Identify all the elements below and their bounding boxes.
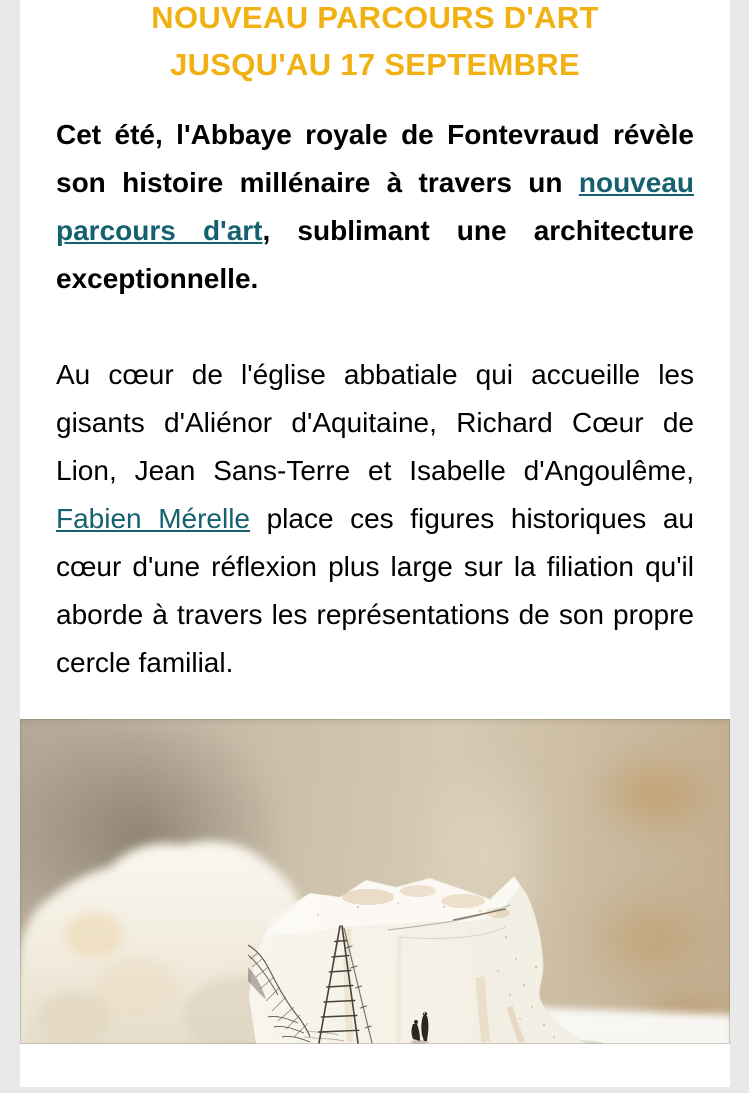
body-text-before: Au cœur de l'église abbatiale qui accueille les gisants d'Aliénor d'Aquitaine, Richard Cœur de Lion, Jean Sans-Terre et Isabelle d'Angoulême,: [56, 359, 694, 486]
artwork-photo: [20, 719, 730, 1044]
photo-edge-vignette: [20, 719, 730, 1044]
newsletter-card: [20, 0, 730, 1087]
headline-line2: JUSQU'AU 17 SEPTEMBRE: [170, 47, 580, 82]
intro-text-after: , sublimant une architecture exceptionnelle.: [56, 215, 695, 294]
body-text-after: place ces figures historiques au cœur d'une réflexion plus large sur la filiation qu'il aborde à travers les représentations de son propre cercle familial.: [56, 503, 694, 678]
fabien-merelle-link[interactable]: Fabien Mérelle: [56, 503, 250, 534]
page-title: [56, 0, 694, 88]
intro-paragraph: [56, 111, 694, 303]
intro-text-before: Cet été, l'Abbaye royale de Fontevraud révèle son histoire millénaire à travers un: [56, 119, 694, 198]
body-paragraph: [56, 351, 694, 687]
headline-line1: NOUVEAU PARCOURS D'ART: [151, 0, 599, 35]
text-block: [20, 0, 730, 687]
parcours-art-link[interactable]: nouveau parcours d'art: [56, 167, 694, 246]
